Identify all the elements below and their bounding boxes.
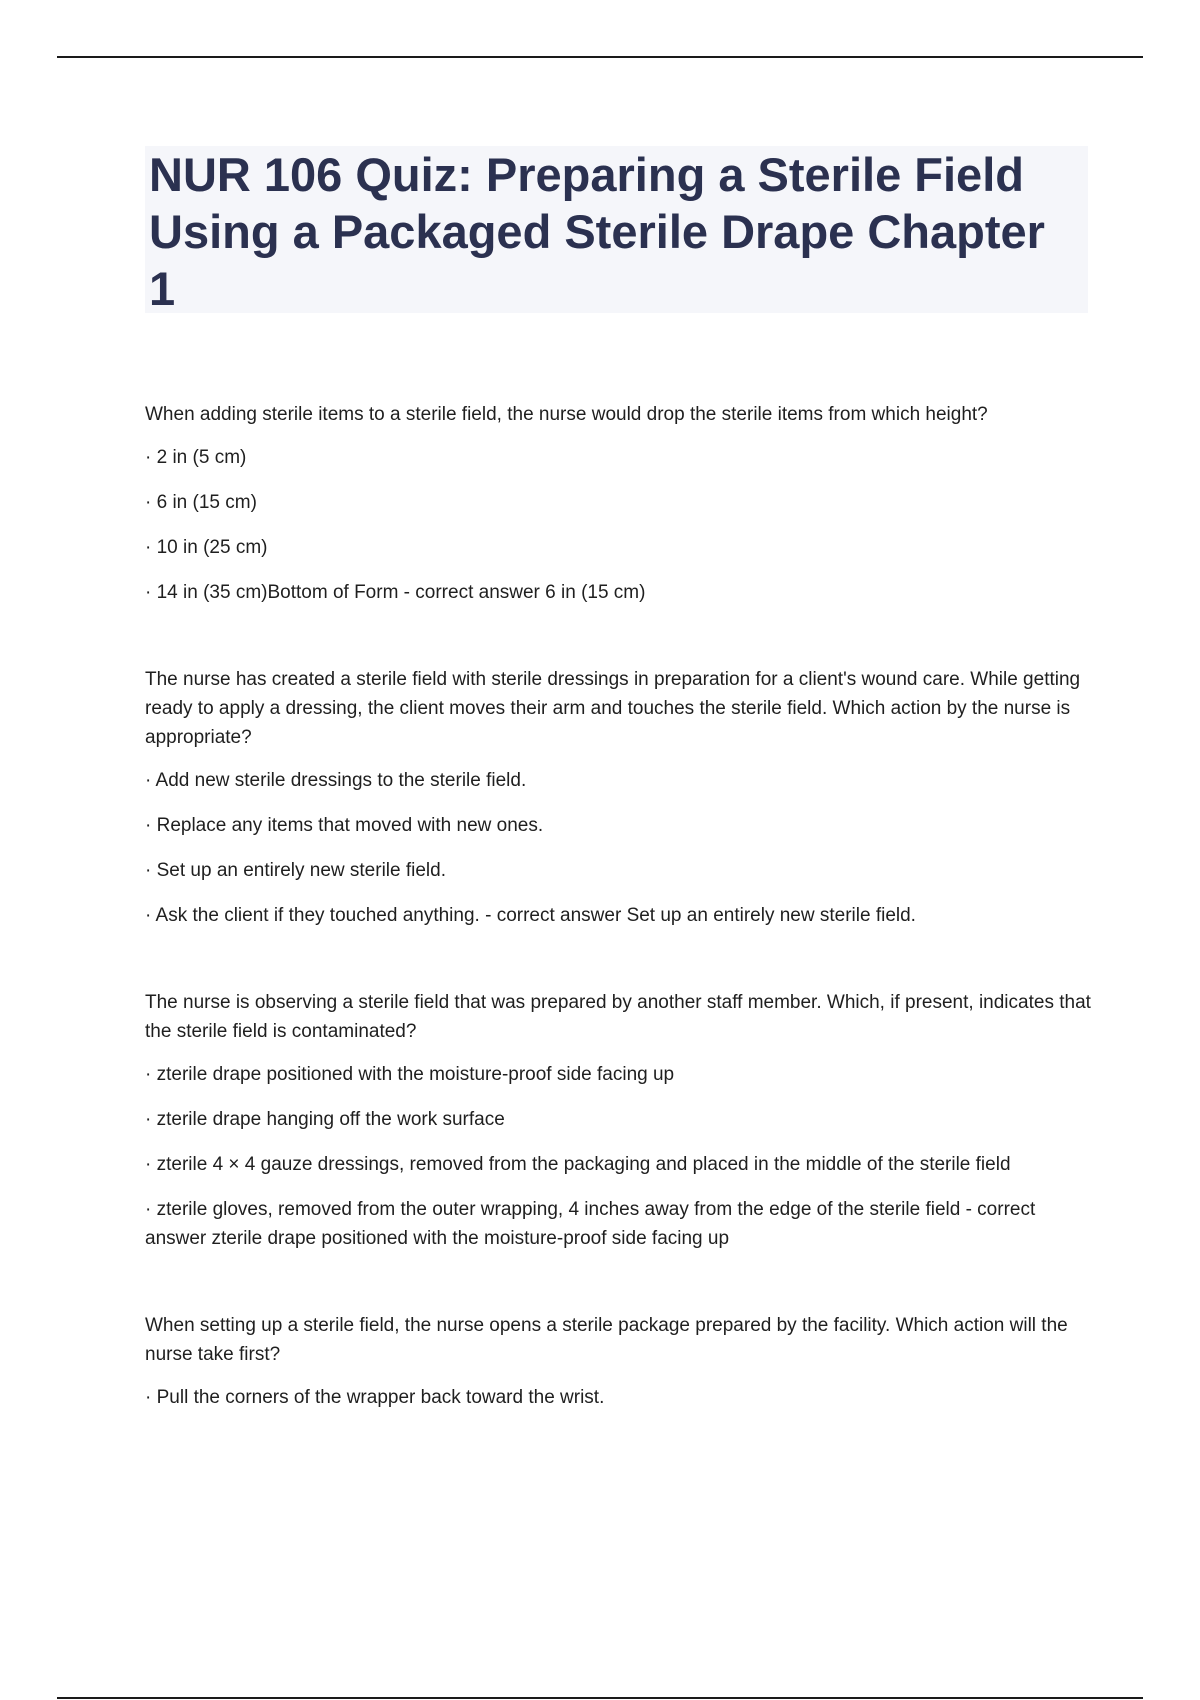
question-text: The nurse is observing a sterile field that was prepared by another staff member. Which, if present, indicates that the sterile field is contaminated?	[145, 992, 1091, 1042]
answer-option: · 10 in (25 cm)	[145, 537, 268, 558]
answer-option: · 14 in (35 cm)Bottom of Form - correct answer 6 in (15 cm)	[145, 582, 646, 603]
answer-option: · zterile drape hanging off the work surface	[145, 1109, 505, 1130]
answer-option: · zterile gloves, removed from the outer wrapping, 4 inches away from the edge of the sterile field - correct answer zterile drape positioned with the moisture-proof side facing up	[145, 1199, 1036, 1249]
answer-option: · 2 in (5 cm)	[145, 447, 247, 468]
document-title: NUR 106 Quiz: Preparing a Sterile Field Using a Packaged Sterile Drape Chapter 1	[149, 148, 1045, 315]
question-block-1	[145, 400, 1095, 607]
question-text: When adding sterile items to a sterile field, the nurse would drop the sterile items from which height?	[145, 404, 988, 425]
answer-option: · 6 in (15 cm)	[145, 492, 257, 513]
bottom-rule	[57, 1697, 1143, 1699]
question-text: The nurse has created a sterile field with sterile dressings in preparation for a client's wound care. While getting ready to apply a dressing, the client moves their arm and touches the sterile field. Which action by the nurse is appropriate?	[145, 669, 1081, 748]
question-block-3	[145, 988, 1095, 1253]
answer-option: · Pull the corners of the wrapper back toward the wrist.	[145, 1387, 605, 1408]
answer-option: · zterile 4 × 4 gauze dressings, removed from the packaging and placed in the middle of the sterile field	[145, 1154, 1011, 1175]
question-block-2	[145, 665, 1095, 930]
top-rule	[57, 56, 1143, 58]
answer-option: · Ask the client if they touched anything. - correct answer Set up an entirely new sterile field.	[145, 905, 916, 926]
answer-option: · Set up an entirely new sterile field.	[145, 860, 446, 881]
title-banner	[145, 146, 1088, 313]
answer-option: · Replace any items that moved with new ones.	[145, 815, 544, 836]
answer-option: · Add new sterile dressings to the sterile field.	[145, 770, 527, 791]
question-block-4	[145, 1311, 1095, 1412]
quiz-content	[145, 400, 1095, 1470]
question-text: When setting up a sterile field, the nurse opens a sterile package prepared by the facility. Which action will the nurse take first?	[145, 1315, 1068, 1365]
answer-option: · zterile drape positioned with the moisture-proof side facing up	[145, 1064, 675, 1085]
